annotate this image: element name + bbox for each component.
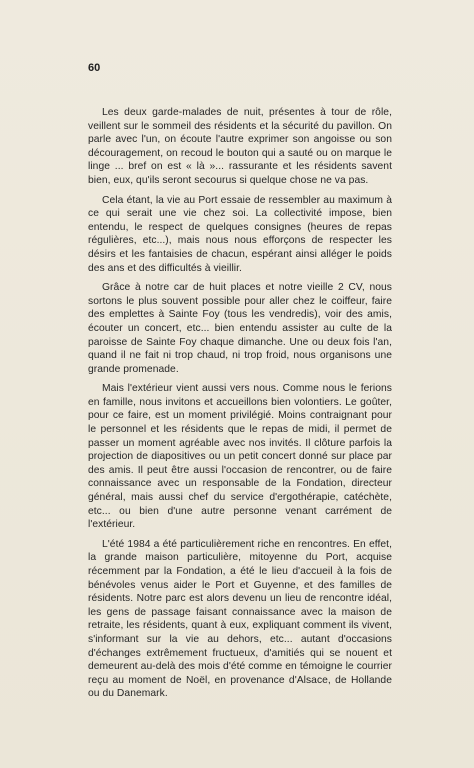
paragraph-visitors: Mais l'extérieur vient aussi vers nous. Comme nous le ferions en famille, nous invitons et accueillons bien volontiers. Le goûter, pour ce faire, est un moment privilégié. Moins contraignant pour le personnel et les résidents que le repas de midi, il permet de passer un moment agréable avec nos invités. Il clôture parfois la projection de diapositives ou un petit concert donné sur place par des amis. Il peut être aussi l'occasion de rencontrer, ou de faire connaissance avec un responsable de la Fondation, directeur général, mais aussi chef du service d'ergothérapie, catéchète, etc... ou bien d'une autre personne venant carrément de l'extérieur. — [88, 383, 392, 531]
paragraph-outings: Grâce à notre car de huit places et notre vieille 2 CV, nous sortons le plus souvent possible pour aller chez le coiffeur, faire des emplettes à Sainte Foy (tous les vendredis), voir des amis, écouter un concert, etc... bien entendu assister au culte de la paroisse de Sainte Foy chaque dimanche. Une ou deux fois l'an, quand il ne fait ni trop chaud, ni trop froid, nous organisons une grande promenade. — [88, 282, 392, 375]
paragraph-night-nurses: Les deux garde-malades de nuit, présentes à tour de rôle, veillent sur le sommeil des résidents et la sécurité du pavillon. On parle avec l'un, on écoute l'autre exprimer son angoisse ou son découragement, on recoud le bouton qui a sauté ou on marque le linge ... bref on est « là »... rassurante et les résidents savent bien, eux, qu'ils seront secourus si quelque chose ne va pas. — [88, 107, 392, 186]
paragraph-summer-1984: L'été 1984 a été particulièrement riche en rencontres. En effet, la grande maison particulière, mitoyenne du Port, acquise récemment par la Fondation, a été le lieu d'accueil à la fois de bénévoles venus aider le Port et Guyenne, et des familles de résidents. Notre parc est alors devenu un lieu de rencontre idéal, les gens de passage faisant connaissance avec la maison de retraite, les résidents, quant à eux, expliquant comment ils vivent, s'informant sur la vie au dehors, etc... autant d'occasions d'échanges extrêmement fructueux, d'amitiés qui se nouent et demeurent au-delà des mois d'été comme en témoigne le courrier reçu au moment de Noël, en provenance d'Alsace, de Hollande ou du Danemark. — [88, 538, 392, 700]
paragraph-life-at-port: Cela étant, la vie au Port essaie de ressembler au maximum à ce qui serait une vie chez soi. La collectivité impose, bien entendu, le respect de quelques consignes (heures de repas régulières, etc...), mais nous nous efforçons de respecter les désirs et les fantaisies de chacun, espérant ainsi alléger le poids des ans et des difficultés à vieillir. — [88, 194, 392, 274]
page-number: 60 — [88, 62, 101, 74]
body-text — [88, 106, 392, 701]
